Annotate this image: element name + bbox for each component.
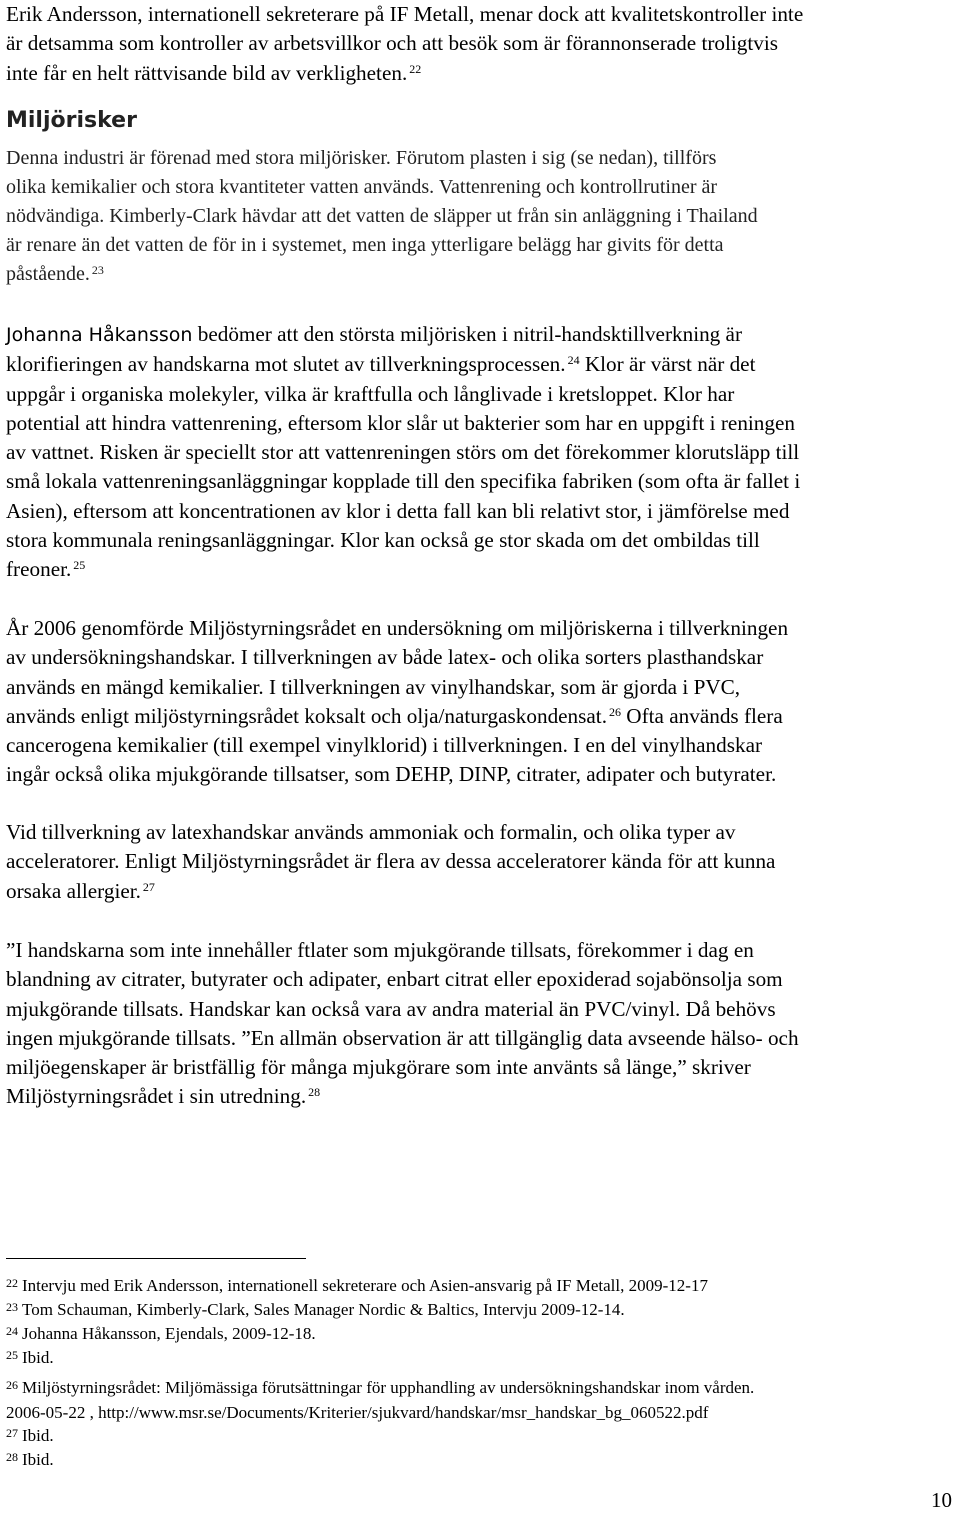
text-line	[6, 350, 954, 379]
text-segment: klorifieringen av handskarna mot slutet av tillverkningsprocessen.	[6, 352, 566, 377]
text-line: ”I handskarna som inte innehåller ftlater som mjukgörande tillsats, förekommer i dag en	[6, 938, 754, 962]
person-name: Johanna Håkansson	[6, 324, 193, 346]
text-segment: Miljöstyrningsrådet i sin utredning.	[6, 1084, 307, 1109]
footnote-ref[interactable]: 26	[609, 704, 621, 719]
footnote-number: 22	[6, 1276, 18, 1290]
text-line: är renare än det vatten de för in i systemet, men inga ytterligare belägg har givits för detta	[6, 234, 724, 256]
text-line: blandning av citrater, butyrater och adipater, enbart citrat eller epoxiderad sojabönsolja som	[6, 967, 783, 992]
text-line	[6, 1082, 954, 1111]
footnote-25	[6, 1346, 54, 1370]
text-line	[6, 320, 954, 350]
text-segment: bedömer att den största miljörisken i nitril-handsktillverkning är	[192, 322, 743, 346]
footnote-23	[6, 1298, 625, 1322]
text-line: miljöegenskaper är bristfällig för många mjukgörare som inte använts så länge,” skriver	[6, 1055, 751, 1080]
footnote-ref[interactable]: 22	[409, 61, 422, 76]
page-number: 10	[931, 1488, 952, 1512]
footnote-number: 27	[6, 1426, 18, 1440]
text-line: används en mängd kemikalier. I tillverkningen av vinylhandskar, som är gjorda i PVC,	[6, 674, 741, 699]
footnote-ref[interactable]: 25	[73, 558, 86, 573]
text-line: potential att hindra vattenrening, eftersom klor slår ut bakterier som har en uppgift i reningen	[6, 410, 795, 435]
footnote-text: Miljöstyrningsrådet: Miljömässiga förutsättningar för upphandling av undersökningshandskar inom vården.	[22, 1378, 755, 1397]
paragraph-klor	[6, 320, 954, 585]
text-line: cancerogena kemikalier (till exempel vinylklorid) i tillverkningen. I en del vinylhandskar	[6, 733, 763, 758]
text-line: ingår också olika mjukgörande tillsatser, som DEHP, DINP, citrater, adipater och butyrater.	[6, 762, 777, 787]
text-segment: Klor är värst när det	[579, 352, 756, 377]
text-line	[6, 260, 954, 289]
text-line	[6, 702, 954, 731]
footnote-number: 24	[6, 1324, 18, 1338]
text-line: Erik Andersson, internationell sekreterare på IF Metall, menar dock att kvalitetskontroller inte	[6, 2, 804, 26]
text-line: nödvändiga. Kimberly-Clark hävdar att det vatten de släpper ut från sin anläggning i Thailand	[6, 205, 758, 227]
paragraph-intro	[6, 0, 954, 88]
footnote-text: Ibid.	[22, 1450, 54, 1469]
footnote-text: Tom Schauman, Kimberly-Clark, Sales Manager Nordic & Baltics, Intervju 2009-12-14.	[22, 1300, 625, 1319]
footnote-number: 28	[6, 1450, 18, 1464]
paragraph-latex	[6, 818, 954, 906]
text-line	[6, 555, 954, 584]
footnote-ref[interactable]: 24	[567, 353, 580, 368]
footnote-text[interactable]: 2006-05-22 , http://www.msr.se/Documents/Kriterier/sjukvard/handskar/msr_handskar_bg_060522.pdf	[6, 1403, 709, 1422]
text-line	[6, 59, 954, 88]
footnote-text: Intervju med Erik Andersson, internationell sekreterare och Asien-ansvarig på IF Metall, 2009-12-17	[22, 1276, 708, 1295]
text-segment: inte får en helt rättvisande bild av verkligheten.	[6, 60, 408, 85]
text-line: Denna industri är förenad med stora miljörisker. Förutom plasten i sig (se nedan), tillförs	[6, 147, 717, 169]
text-line: ingen mjukgörande tillsats. ”En allmän observation är att tillgänglig data avseende hälso- och	[6, 1025, 799, 1050]
text-line: små lokala vattenreningsanläggningar kopplade till den specifika fabriken (som ofta är fallet i	[6, 469, 801, 494]
paragraph-miljorisker	[6, 144, 954, 289]
text-line: År 2006 genomförde Miljöstyrningsrådet en undersökning om miljöriskerna i tillverkningen	[6, 616, 789, 640]
paragraph-2006	[6, 614, 954, 790]
footnote-27	[6, 1424, 54, 1448]
text-segment: orsaka allergier.	[6, 878, 141, 903]
text-line: Vid tillverkning av latexhandskar används ammoniak och formalin, och olika typer av	[6, 820, 736, 844]
text-line: Asien), eftersom att koncentrationen av klor i detta fall kan bli relativt stor, i jämförelse med	[6, 498, 790, 523]
footnote-26	[6, 1376, 754, 1400]
footnote-separator	[6, 1258, 306, 1259]
text-segment: påstående.	[6, 263, 90, 285]
text-line: av vattnet. Risken är speciellt stor att vattenreningen störs om det förekommer klorutsläpp till	[6, 440, 800, 465]
footnote-text: Ibid.	[22, 1426, 54, 1445]
text-line: uppgår i organiska molekyler, vilka är kraftfulla och långlivade i kretsloppet. Klor har	[6, 381, 735, 406]
footnote-number: 23	[6, 1300, 18, 1314]
footnote-ref[interactable]: 23	[91, 263, 104, 277]
footnote-number: 25	[6, 1348, 18, 1362]
text-segment: Ofta används flera	[621, 703, 783, 728]
footnote-text: Johanna Håkansson, Ejendals, 2009-12-18.	[22, 1324, 316, 1343]
footnote-ref[interactable]: 28	[308, 1085, 321, 1100]
text-line: stora kommunala reningsanläggningar. Klor kan också ge stor skada om det ombildas till	[6, 528, 760, 553]
text-line	[6, 877, 954, 906]
footnote-24	[6, 1322, 316, 1346]
footnote-number: 26	[6, 1378, 18, 1392]
text-line: av undersökningshandskar. I tillverkningen av både latex- och olika sorters plasthandskar	[6, 645, 764, 670]
text-segment: används enligt miljöstyrningsrådet koksalt och olja/naturgaskondensat.	[6, 703, 607, 728]
text-segment: freoner.	[6, 557, 72, 582]
footnote-22	[6, 1274, 708, 1298]
footnote-26-url[interactable]	[6, 1401, 708, 1425]
text-line: är detsamma som kontroller av arbetsvillkor och att besök som är förannonserade troligtvis	[6, 31, 778, 56]
paragraph-quote	[6, 936, 954, 1112]
text-line: acceleratorer. Enligt Miljöstyrningsrådet är flera av dessa acceleratorer kända för att kunna	[6, 849, 776, 874]
footnote-ref[interactable]: 27	[142, 879, 155, 894]
footnote-text: Ibid.	[22, 1348, 54, 1367]
section-heading: Miljörisker	[6, 108, 137, 133]
footnote-28	[6, 1448, 54, 1472]
text-line: olika kemikalier och stora kvantiteter vatten används. Vattenrening och kontrollrutiner är	[6, 176, 718, 198]
text-line: mjukgörande tillsats. Handskar kan också vara av andra material än PVC/vinyl. Då behövs	[6, 996, 776, 1021]
